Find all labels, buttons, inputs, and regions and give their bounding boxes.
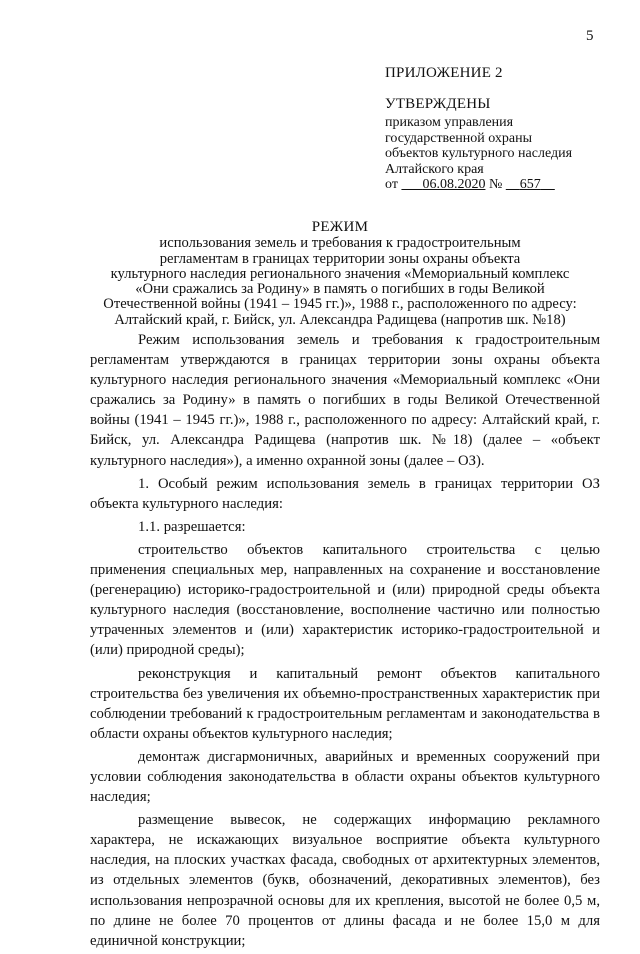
order-number-sign: № [488, 177, 503, 193]
title-line: «Они сражались за Родину» в память о погибших в годы Великой [135, 281, 545, 298]
order-number: 657 [519, 177, 541, 193]
list-item: демонтаж дисгармоничных, аварийных и временных сооружений при условии соблюдения законодательства в области охраны объектов культурного наследия; [90, 748, 600, 806]
approval-line: Алтайского края [385, 161, 484, 177]
regime-title-block [90, 220, 590, 328]
approval-line: государственной охраны [385, 130, 533, 146]
order-line [385, 177, 625, 192]
list-item: размещение вывесок, не содержащих информацию рекламного характера, не искажающих визуальное восприятие объекта культурного наследия, на плоских участках фасада, свободных от архитектурных элементов, из отдельных элементов (букв, обозначений, декоративных элементов), без использования непрозрачной основы для их крепления, высотой не более 0,5 м, по длине не более 70 процентов от длины фасада и не более 15,0 м для единичной конструкции; [90, 812, 600, 949]
approval-line: приказом управления [385, 115, 514, 131]
page-number: 5 [586, 28, 594, 44]
body-text [90, 330, 600, 954]
order-date: 06.08.2020 [422, 177, 486, 193]
section-paragraph: 1. Особый режим использования земель в границах территории ОЗ объекта культурного наследия: [90, 475, 600, 512]
approval-block [385, 97, 625, 192]
subsection-heading: 1.1. разрешается: [138, 518, 246, 535]
approval-line: объектов культурного наследия [385, 146, 573, 162]
regime-heading: РЕЖИМ [311, 219, 369, 235]
intro-paragraph: Режим использования земель и требования к градостроительным регламентам утверждаются в границах территории зоны охраны объекта культурного наследия регионального значения «Мемориальный комплекс «Они сражались за Родину» в память о погибших в годы Великой Отечественной войны (1941 – 1945 гг.)», 1988 г., расположенного по адресу: Алтайский край, г. Бийск, ул. Александра Радищева (напротив шк. №18) (далее – «объект культурного наследия»), а именно охранной зоны (далее – ОЗ). [90, 332, 600, 469]
title-line: Отечественной войны (1941 – 1945 гг.)», 1988 г., расположенного по адресу: [103, 296, 577, 313]
title-line: регламентам в границах территории зоны охраны объекта [159, 250, 521, 267]
appendix-label: ПРИЛОЖЕНИЕ 2 [385, 65, 503, 81]
list-item: реконструкция и капитальный ремонт объектов капитального строительства без увеличения их объемно-пространственных характеристик при соблюдении требований к градостроительным регламентам и законодательства в области охраны объектов культурного наследия; [90, 665, 600, 742]
title-line: использования земель и требования к градостроительным [159, 235, 521, 252]
order-prefix: от [385, 177, 398, 193]
list-item: строительство объектов капитального строительства с целью применения специальных мер, направленных на сохранение и восстановление (регенерацию) историко-градостроительной и (или) природной среды объекта культурного наследия (восстановление, восполнение частично или полностью утраченных элементов и (или) характеристик историко-градостроительной и (или) природной среды); [90, 541, 600, 659]
approval-heading: УТВЕРЖДЕНЫ [385, 96, 491, 112]
title-line: Алтайский край, г. Бийск, ул. Александра Радищева (напротив шк. №18) [114, 311, 566, 328]
title-line: культурного наследия регионального значения «Мемориальный комплекс [110, 265, 570, 282]
